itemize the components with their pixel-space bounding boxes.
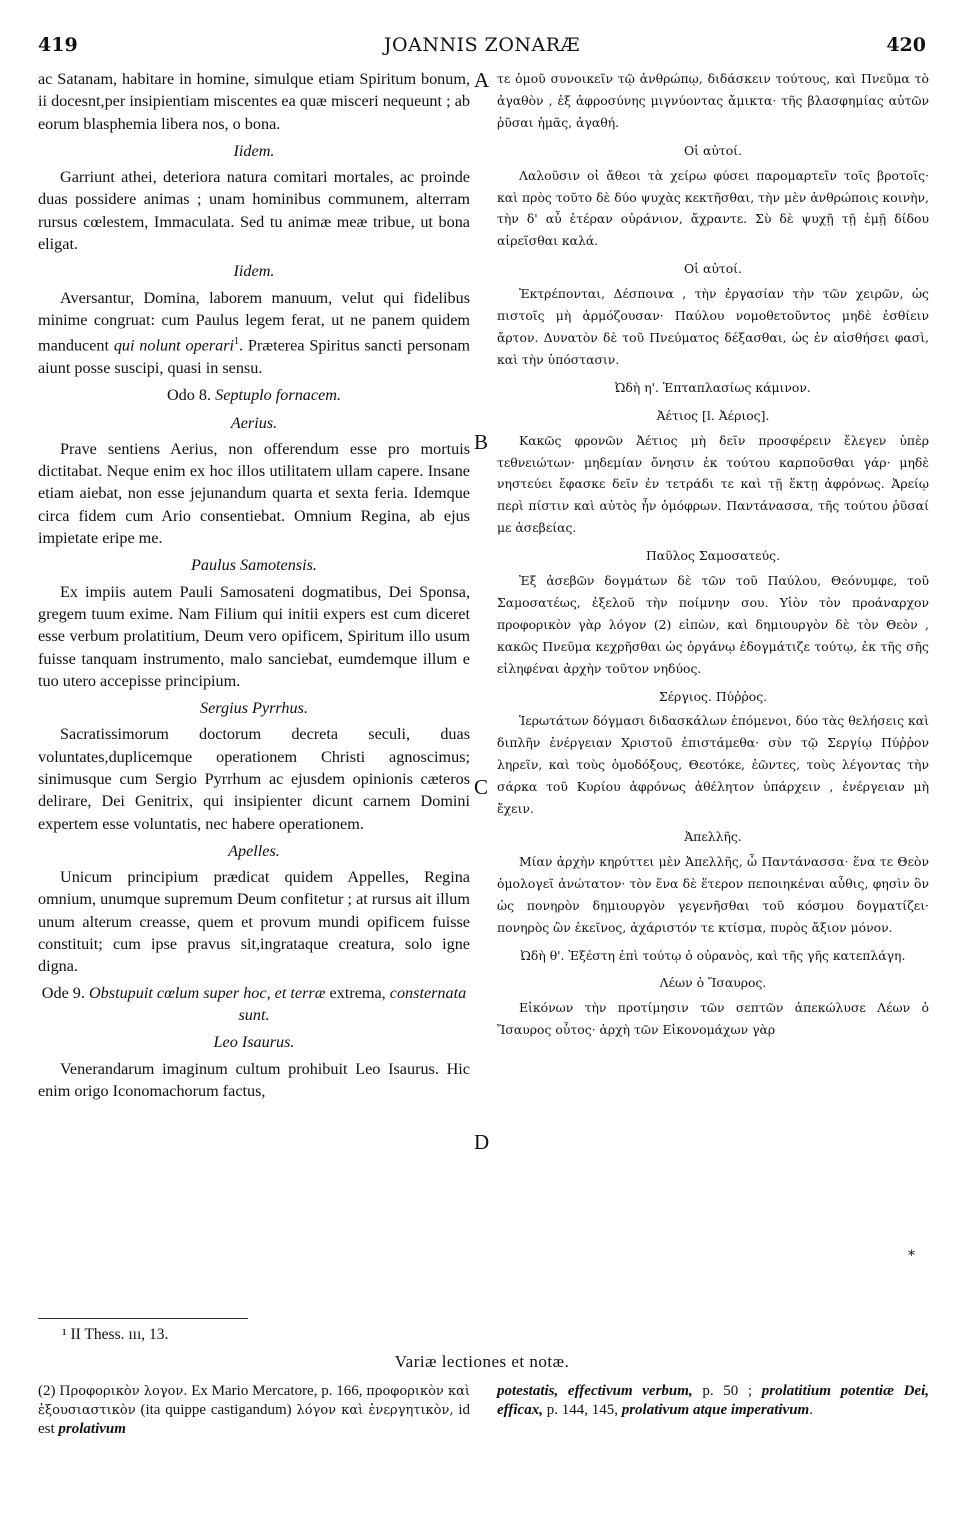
note-italic-2: potestatis, effectivum verbum, [497, 1383, 693, 1399]
asterisk-mark: * [908, 1248, 915, 1264]
latin-para-3-b: . Præterea Spiritus sancti personam aiunt posse suscipi, quasi in sensu. [38, 336, 470, 377]
latin-heading-apelles: Apelles. [228, 841, 280, 860]
latin-heading-iidem-1: Iidem. [233, 141, 275, 160]
greek-para-3: Ἐκτρέπονται, Δέσποινα , τὴν ἐργασίαν τὴν τῶν χειρῶν, ὡς πιστοῖς μὴ ἁρμόζουσαν· Παύλου νομοθετοῦντος μηδὲ ἐσθίειν ἄρτον. Δυνατὸν δὲ τοῦ Πνεύματος δέξασθαι, ὡς ἐν αἰσθήσει φασὶ, καὶ τὴν ὑπόστασιν. [497, 286, 929, 367]
greek-heading-sergios: Σέργιος. Πύῤῥος. [658, 688, 768, 704]
footnote: ¹ II Thess. ııı, 13. [62, 1326, 169, 1343]
ode-9-title-b: extrema, [325, 983, 390, 1002]
greek-heading-ode-8: Ὠδὴ η'. Ἑπταπλασίως κάμινον. [615, 379, 811, 395]
note-num: (2) [38, 1383, 60, 1399]
latin-para-3-a: Aversantur, Domina, laborem manuum, velut qui fidelibus minime congruat: cum Paulus legem ferat, ut ne panem quidem manducent [38, 288, 470, 355]
greek-heading-1: Οἱ αὐτοί. [684, 142, 742, 158]
latin-heading-iidem-2: Iidem. [233, 262, 275, 281]
ode-9-title-c: consternata sunt. [238, 983, 467, 1024]
greek-heading-aetios: Ἀέτιος [l. Ἀέριος]. [656, 407, 770, 423]
greek-heading-apelles: Ἀπελλῆς. [684, 829, 742, 844]
latin-para-9: Venerandarum imaginum cultum prohibuit Leo Isaurus. Hic enim origo Iconomachorum factus, [38, 1059, 470, 1100]
greek-para-9: Εἰκόνων τὴν προτίμησιν τῶν σεπτῶν ἀπεκώλυσε Λέων ὁ Ἴσαυρος οὗτος· ἀρχὴ τῶν Εἰκονομάχων γὰρ [497, 1000, 929, 1038]
greek-heading-paulos: Παῦλος Σαμοσατεύς. [645, 548, 781, 564]
margin-marker-b: B [474, 430, 489, 454]
ode-8-number: Odo 8. [166, 386, 216, 405]
greek-heading-ode-9: Ὠδὴ θ'. Ἐξέστη ἐπὶ τούτῳ ὁ οὐρανὸς, καὶ τῆς γῆς κατεπλάγη. [520, 947, 906, 963]
note-italic-3: prolatitium potentiæ Dei, efficax, [497, 1383, 929, 1418]
page-header [38, 34, 926, 62]
ode-9-title-a: Obstupuit cœlum super hoc, et terræ [88, 983, 326, 1002]
note-text-2: (ita quippe castigandum) [135, 1402, 297, 1418]
note-text-3: id est [38, 1402, 471, 1437]
greek-para-6: Ἱερωτάτων δόγμασι διδασκάλων ἑπόμενοι, δύο τὰς θελήσεις καὶ διπλῆν ἐνέργειαν Χριστοῦ ἐπιστάμεθα· σὺν τῷ Σεργίῳ Πύῤῥον ληρεῖν, καὶ τοὺς ὁμοδόξους, Θεοτόκε, ἐῶντες, τοὺς λέγοντας τὴν σάρκα τοῦ Κυρίου ἀφρόνως ἀθέλητον ὑπάρχειν , ἐνέργειαν μὴ ἔχειν. [497, 713, 929, 817]
note-italic-4: prolativum atque imperativum [621, 1402, 810, 1418]
latin-para-2: Garriunt athei, deteriora natura comitari mortales, ac proinde duas possidere animas ; unam hominibus communem, alterram rursus cœlestem, Immaculata. Sed tu animæ meæ tribue, ut bona eligat. [38, 168, 470, 254]
running-title: JOANNIS ZONARÆ [383, 34, 581, 56]
notes-left [38, 1382, 470, 1439]
footnote-ref: 1 [234, 336, 240, 348]
note-greek-2: προφορικὸν καὶ ἐξουσιαστικὸν [38, 1384, 470, 1418]
latin-para-4: Prave sentiens Aerius, non offerendum esse pro mortuis dictitabat. Neque enim ex hoc illos utilitatem ullam capere. Insane etiam aiebat, non esse jejunandum quarta et sexta feria. Idemque circa fidem cum Ario consentiebat. Omnium Regina, ab ejus impietate eripe me. [38, 439, 470, 548]
greek-heading-2: Οἱ αὐτοί. [684, 261, 742, 277]
latin-para-3-quote: qui nolunt operari [113, 336, 235, 355]
greek-para-2: Λαλοῦσιν οἱ ἄθεοι τὰ χείρω φύσει παρομαρτεῖν τοῖς βροτοῖς· καὶ πρὸς τοῦτο δὲ δύο ψυχὰς κεκτῆσθαι, τὴν μὲν ἀνθρώποις κοινὴν, τὴν δ' αὖ ἑτέραν οὐράνιον, ἄχραντε. Σὺ δὲ ψυχῇ τῇ ἐμῇ δίδου αἱρεῖσθαι καλά. [497, 167, 929, 249]
margin-marker-d: D [474, 1130, 490, 1154]
greek-para-5: Ἐξ ἀσεβῶν δογμάτων δὲ τῶν τοῦ Παύλου, Θεόνυμφε, τοῦ Σαμοσατέως, ἐξελοῦ τὴν ποίμνην σου. Υἱὸν τὸν προάναρχον προφορικὸν γὰρ λόγον (2) εἰπὼν, καὶ δημιουργὸν δὲ τὸν Θεὸν , κακῶς Πνεῦμα κεχρῆσθαι ὡς ὀργάνῳ ἐδογμάτιζε τούτῳ, ἐκ τῆς σῆς εἰληφέναι ἀρχὴν τοῦτον νηδύος. [497, 573, 929, 676]
page-number-left: 419 [38, 34, 78, 56]
latin-heading-leo: Leo Isaurus. [213, 1033, 295, 1052]
greek-heading-leon: Λέων ὁ Ἴσαυρος. [659, 975, 767, 991]
latin-heading-paulus: Paulus Samotensis. [191, 556, 317, 575]
note-greek-1: Προφορικὸν λογον. [59, 1384, 188, 1399]
latin-heading-aerius: Aerius. [230, 413, 278, 432]
latin-heading-sergius: Sergius Pyrrhus. [200, 699, 308, 718]
latin-heading-ode-8 [38, 384, 470, 406]
ode-9-number: Ode 9. [41, 983, 89, 1002]
ode-8-title: Septuplo fornacem. [215, 386, 341, 405]
latin-heading-ode-9 [38, 982, 470, 1027]
notes-right [497, 1382, 929, 1420]
varia-lectiones-title: Variæ lectiones et notæ. [394, 1352, 570, 1371]
margin-marker-c: C [474, 775, 489, 799]
note-text-4: p. 50 ; [692, 1383, 762, 1399]
latin-para-6: Sacratissimorum doctorum decreta seculi, duas voluntates,duplicemque operationem Christi agnoscimus; sinimusque cum Sergio Pyrrhum ac ejusdem opinionis cæteros delirare, Dei Genitrix, qui insipienter dicunt carnem Domini expertem esse voluntatis, nec habere operationem. [38, 725, 470, 833]
latin-column [38, 68, 470, 1102]
latin-para-3 [38, 287, 470, 380]
note-text-5: p. 144, 145, [542, 1402, 622, 1418]
greek-para-1: τε ὁμοῦ συνοικεῖν τῷ ἀνθρώπῳ, διδάσκειν τούτους, καὶ Πνεῦμα τὸ ἀγαθὸν , ἐξ ἀφροσύνης μιγνύοντας ἄμικτα· τῆς βλασφημίας αὐτῶν ῥῦσαι ἡμᾶς, ἀγαθή. [497, 71, 929, 130]
note-italic-1: prolativum [58, 1421, 126, 1437]
latin-para-7: Unicum principium prædicat quidem Appelles, Regina omnium, unumque supremum Deum confitetur ; at rursus ait illum unum alterum creasse, quem et provum mundi opificem fuisse constituit; cum ipse pravus sit,ingrataque creatura, solo igne digna. [38, 868, 470, 976]
greek-para-4: Κακῶς φρονῶν Ἀέτιος μὴ δεῖν προσφέρειν ἔλεγεν ὑπὲρ τεθνειώτων· μηδεμίαν ὄνησιν ἐκ τούτου καρποῦσθαι γάρ· μηδὲ νηστεύει ἔφασκε δεῖν ἐν τετράδι τε καὶ τῇ ἕκτῃ ἀφρόνως. Ἀρείῳ περὶ πίστιν καὶ αὐτὸς ἦν ὁμόφρων. Παντάνασσα, τῆς τούτου ῥῦσαί με ἀσεβείας. [497, 432, 929, 536]
greek-para-7: Μίαν ἀρχὴν κηρύττει μὲν Ἀπελλῆς, ὦ Παντάνασσα· ἕνα τε Θεὸν ὁμολογεῖ ἀνώτατον· τὸν ἕνα δὲ ἕτερον πεποιηκέναι αὖθις, φησὶν ὃν ὡς πονηρὸν δημιουργὸν γεγενῆσθαι τοῦ κόσμου δογματίζει· πονηρὸς ὢν ἐκεῖνος, ἀχάριστόν τε κτίσμα, πυρὸς ἄξιον μόνον. [497, 853, 929, 935]
latin-para-5: Ex impiis autem Pauli Samosateni dogmatibus, Dei Sponsa, gregem tuum exime. Nam Filium qui initii expers est cum diceret esse verbum prolatitium, Deum vero opificem, Spiritum illo usum fuisse tanquam instrumento, malo sanciebat, eumdemque illum e tuo utero accepisse principium. [38, 582, 470, 690]
page-number-right: 420 [886, 34, 926, 56]
latin-para-1: ac Satanam, habitare in homine, simulque etiam Spiritum bonum, ii docesnt,per insipientiam miscentes ea quæ misceri nequeunt ; ab eorum blasphemia libera nos, o bona. [38, 70, 470, 133]
margin-marker-a: A [474, 68, 490, 92]
note-text-6: . [809, 1402, 813, 1418]
footnote-rule [38, 1318, 248, 1319]
note-greek-3: λόγον καὶ ἐνεργητικὸν, [296, 1403, 454, 1418]
note-text-1: Ex Mario Mercatore, p. 166, [187, 1383, 367, 1399]
greek-column [497, 68, 929, 1041]
